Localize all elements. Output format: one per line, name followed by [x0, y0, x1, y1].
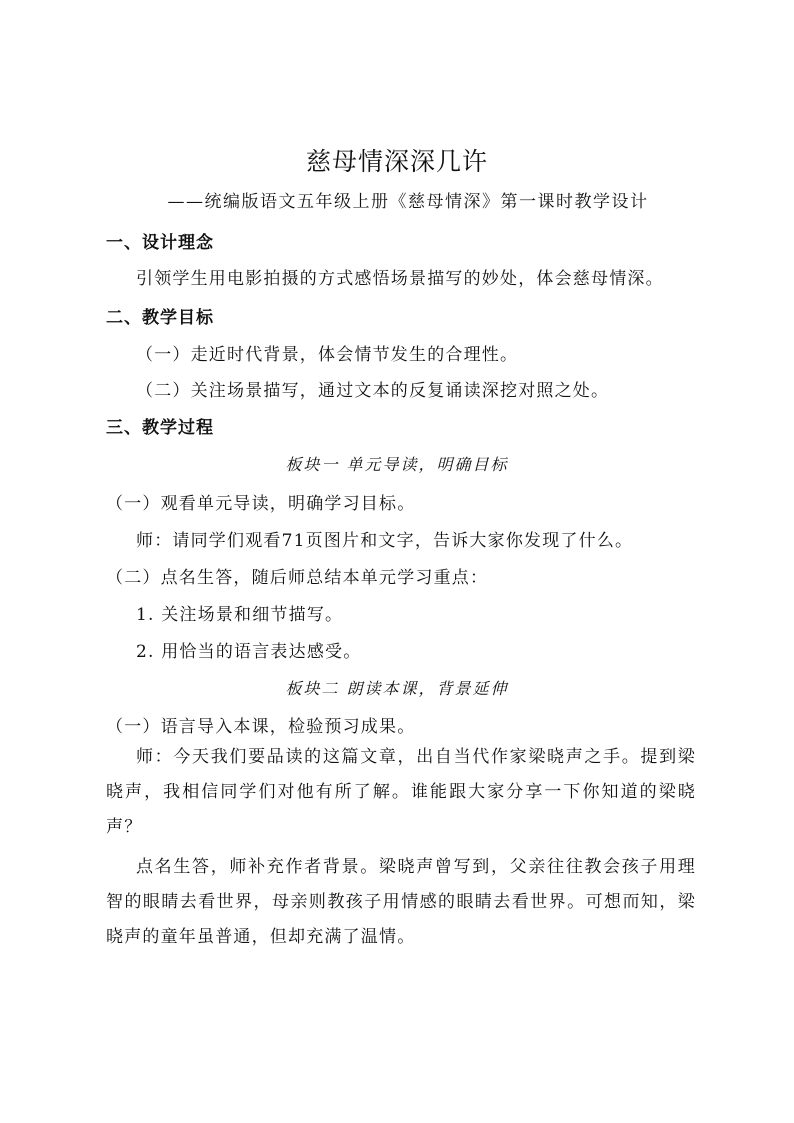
- section-heading-teaching-process: 三、教学过程: [106, 418, 214, 438]
- block-1-step-1: （一）观看单元导读，明确学习目标。: [106, 494, 416, 514]
- block-1-title: 板块一 单元导读，明确目标: [285, 455, 509, 474]
- document-title: 慈母情深深几许: [305, 147, 488, 176]
- design-concept-text: 引领学生用电影拍摄的方式感悟场景描写的妙处，体会慈母情深。: [136, 269, 664, 289]
- section-heading-design-concept: 一、设计理念: [106, 233, 214, 253]
- section-heading-teaching-goals: 二、教学目标: [106, 308, 214, 328]
- block-2-step-1: （一）语言导入本课，检验预习成果。: [106, 717, 416, 737]
- block-2-teacher-paragraph: 师：今天我们要品读的这篇文章，出自当代作家梁晓声之手。提到梁晓声，我相信同学们对他有所了解。谁能跟大家分享一下你知道的梁晓声？: [106, 747, 696, 837]
- block-1-point-2: 2. 用恰当的语言表达感受。: [136, 642, 362, 662]
- block-2-answer-paragraph: 点名生答，师补充作者背景。梁晓声曾写到，父亲往往教会孩子用理智的眼睛去看世界，母亲则教孩子用情感的眼睛去看世界。可想而知，梁晓声的童年虽普通，但却充满了温情。: [106, 857, 696, 947]
- block-2-title: 板块二 朗读本课，背景延伸: [285, 679, 509, 698]
- block-1-teacher-line: 师：请同学们观看71页图片和文字，告诉大家你发现了什么。: [136, 531, 634, 551]
- block-1-step-2: （二）点名生答，随后师总结本单元学习重点：: [106, 568, 489, 588]
- document-subtitle: ——统编版语文五年级上册《慈母情深》第一课时教学设计: [167, 192, 649, 212]
- block-1-point-1: 1. 关注场景和细节描写。: [136, 605, 344, 625]
- teaching-goal-1: （一）走近时代背景，体会情节发生的合理性。: [136, 345, 519, 365]
- teaching-goal-2: （二）关注场景描写，通过文本的反复诵读深挖对照之处。: [136, 381, 610, 401]
